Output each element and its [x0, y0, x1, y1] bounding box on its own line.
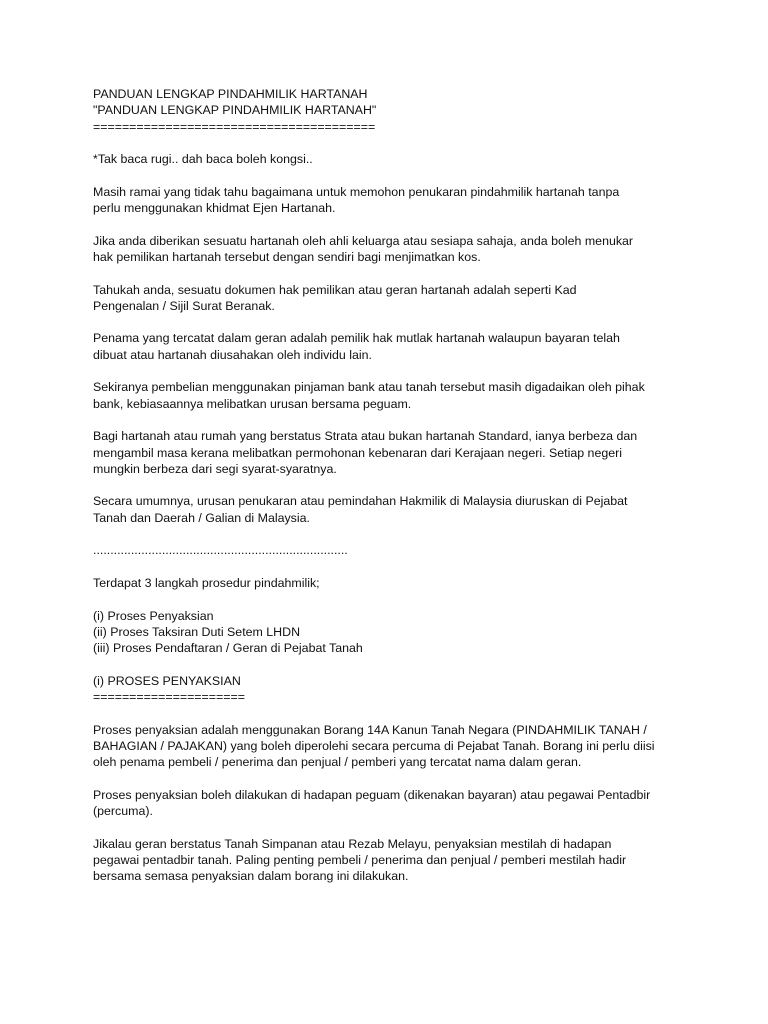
section1-paragraph-2	[93, 787, 693, 820]
paragraph-line: BAHAGIAN / PAJAKAN) yang boleh diperolehi secara percuma di Pejabat Tanah. Borang ini perlu diisi	[93, 738, 655, 753]
section1-paragraph-1	[93, 722, 693, 771]
paragraph-line: oleh penama pembeli / penerima dan penjual / pemberi yang tercatat nama dalam geran.	[93, 755, 582, 770]
paragraph-line: Bagi hartanah atau rumah yang berstatus Strata atau bukan hartanah Standard, ianya berbeza dan	[93, 429, 638, 444]
paragraph-line: (percuma).	[93, 804, 153, 819]
paragraph-4	[93, 330, 693, 363]
paragraph-line: Tahukah anda, sesuatu dokumen hak pemilikan atau geran hartanah adalah seperti Kad	[93, 282, 577, 297]
paragraph-line: pegawai pentadbir tanah. Paling penting pembeli / penerima dan penjual / pemberi mestilah hadir	[93, 852, 627, 867]
paragraph-7	[93, 493, 693, 526]
paragraph-5	[93, 379, 693, 412]
paragraph-2	[93, 233, 693, 266]
paragraph-6	[93, 428, 693, 477]
paragraph-3	[93, 282, 693, 315]
paragraph-line: Jikalau geran berstatus Tanah Simpanan atau Rezab Melayu, penyaksian mestilah di hadapan	[93, 836, 612, 851]
paragraph-line: Proses penyaksian boleh dilakukan di hadapan peguam (dikenakan bayaran) atau pegawai Pentadbir	[93, 787, 651, 802]
paragraph-line: Masih ramai yang tidak tahu bagaimana untuk memohon penukaran pindahmilik hartanah tanpa	[93, 184, 620, 199]
paragraph-line: Penama yang tercatat dalam geran adalah pemilik hak mutlak hartanah walaupun bayaran telah	[93, 331, 620, 346]
section-rule: =====================	[93, 689, 245, 704]
steps-list	[93, 608, 693, 657]
paragraph-line: Proses penyaksian adalah menggunakan Borang 14A Kanun Tanah Negara (PINDAHMILIK TANAH /	[93, 722, 647, 737]
paragraph-line: Jika anda diberikan sesuatu hartanah oleh ahli keluarga atau sesiapa sahaja, anda boleh menukar	[93, 233, 634, 248]
step-item: (iii) Proses Pendaftaran / Geran di Pejabat Tanah	[93, 641, 363, 656]
step-item: (ii) Proses Taksiran Duti Setem LHDN	[93, 624, 301, 639]
paragraph-line: Pengenalan / Sijil Surat Beranak.	[93, 298, 275, 313]
dotted-separator: ..........................................................................	[93, 543, 348, 558]
paragraph-line: Tanah dan Daerah / Galian di Malaysia.	[93, 510, 310, 525]
document-subtitle: "PANDUAN LENGKAP PINDAHMILIK HARTANAH"	[93, 103, 377, 118]
intro-line: *Tak baca rugi.. dah baca boleh kongsi..	[93, 152, 313, 167]
section1-paragraph-3	[93, 836, 693, 885]
paragraph-line: Secara umumnya, urusan penukaran atau pemindahan Hakmilik di Malaysia diuruskan di Pejabat	[93, 494, 628, 509]
step-item: (i) Proses Penyaksian	[93, 608, 214, 623]
paragraph-line: mengambil masa kerana melibatkan permohonan kebenaran dari Kerajaan negeri. Setiap negeri	[93, 445, 622, 460]
paragraph-line: bank, kebiasaannya melibatkan urusan bersama peguam.	[93, 396, 412, 411]
title-rule: =======================================	[93, 119, 376, 134]
paragraph-line: bersama semasa penyaksian dalam borang ini dilakukan.	[93, 869, 409, 884]
paragraph-1	[93, 184, 693, 217]
document-page	[93, 86, 693, 885]
steps-intro: Terdapat 3 langkah prosedur pindahmilik;	[93, 575, 320, 590]
paragraph-line: perlu menggunakan khidmat Ejen Hartanah.	[93, 201, 336, 216]
paragraph-line: Sekiranya pembelian menggunakan pinjaman bank atau tanah tersebut masih digadaikan oleh pihak	[93, 380, 645, 395]
document-title: PANDUAN LENGKAP PINDAHMILIK HARTANAH	[93, 87, 368, 101]
paragraph-line: mungkin berbeza dari segi syarat-syaratnya.	[93, 461, 337, 476]
section-heading: (i) PROSES PENYAKSIAN	[93, 673, 241, 688]
paragraph-line: hak pemilikan hartanah tersebut dengan sendiri bagi menjimatkan kos.	[93, 249, 481, 264]
paragraph-line: dibuat atau hartanah diusahakan oleh individu lain.	[93, 347, 373, 362]
